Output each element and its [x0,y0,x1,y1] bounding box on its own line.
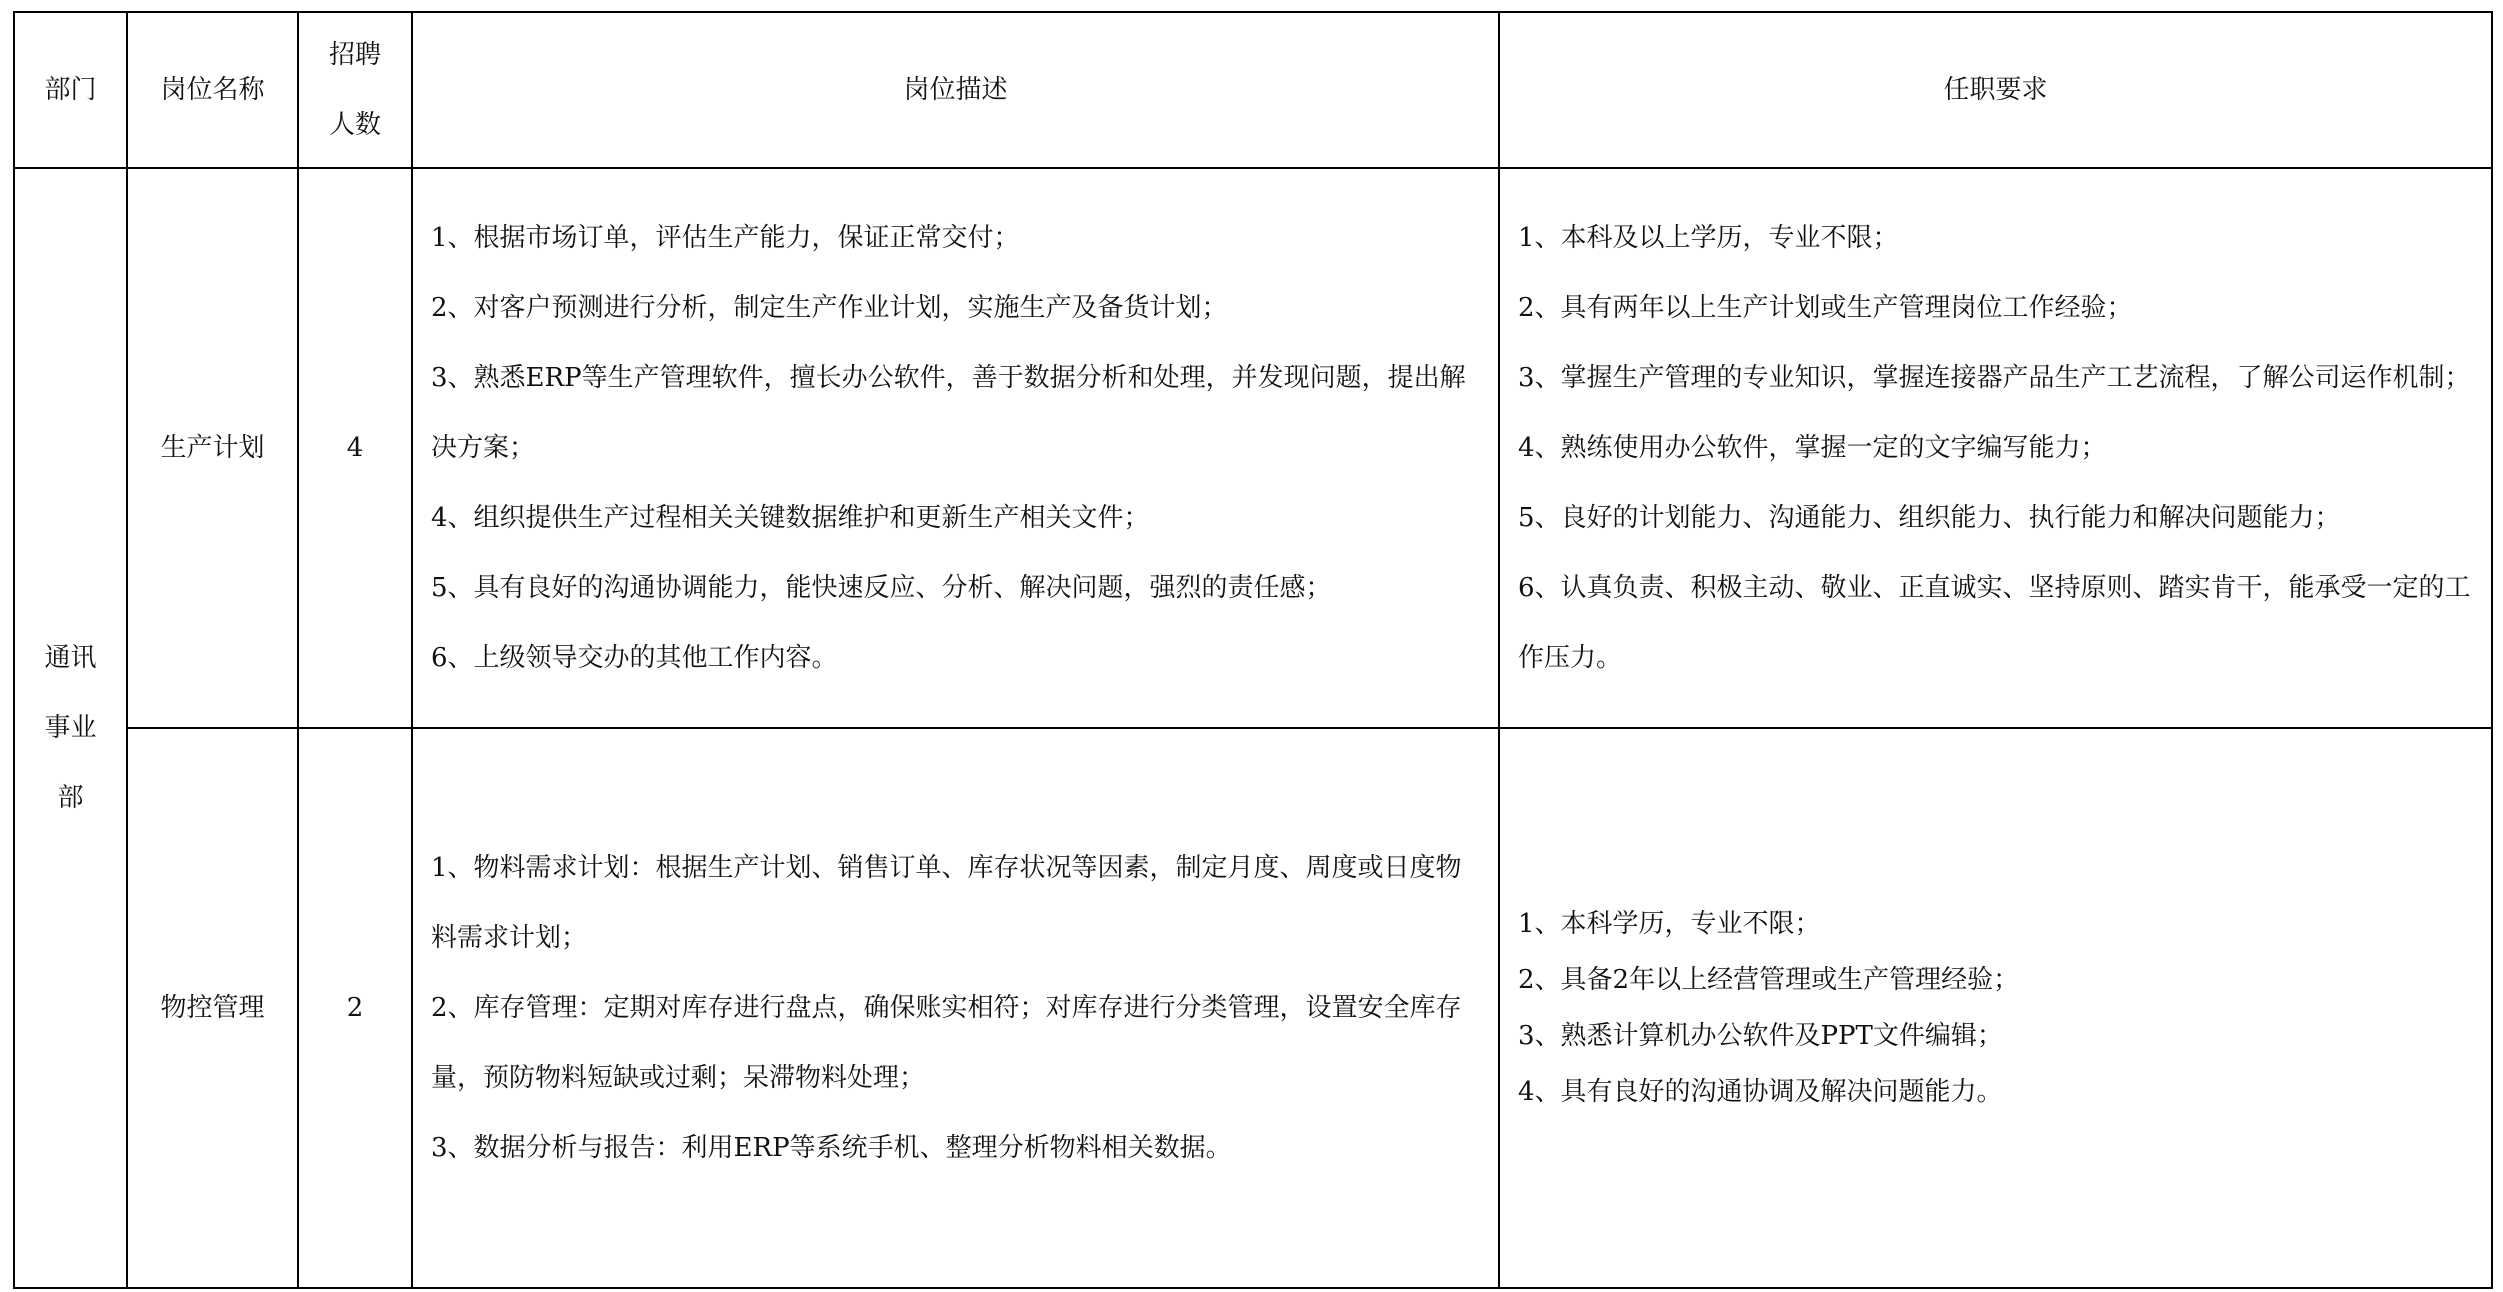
header-dept: 部门 [14,12,127,168]
requirement-line: 5、良好的计划能力、沟通能力、组织能力、执行能力和解决问题能力； [1518,503,2341,533]
header-position: 岗位名称 [127,12,298,168]
description-line: 3、熟悉ERP等生产管理软件，擅长办公软件，善于数据分析和处理，并发现问题，提出解决方案； [431,363,1466,463]
department-line: 部 [57,783,84,813]
requirement-line: 4、熟练使用办公软件，掌握一定的文字编写能力； [1518,433,2107,463]
requirement-line: 2、具有两年以上生产计划或生产管理岗位工作经验； [1518,293,2133,323]
requirement-line: 3、掌握生产管理的专业知识，掌握连接器产品生产工艺流程，了解公司运作机制； [1518,363,2471,393]
department-cell [14,168,127,1288]
requirement-line: 3、熟悉计算机办公软件及PPT文件编辑； [1518,1021,2003,1051]
header-description: 岗位描述 [412,12,1499,168]
hire-count: 2 [298,728,412,1288]
position-name: 物控管理 [127,728,298,1288]
table-row [14,168,2492,728]
description-line: 1、根据市场订单，评估生产能力，保证正常交付； [431,223,1020,253]
header-row [14,12,2492,168]
header-requirements: 任职要求 [1499,12,2492,168]
job-description [412,728,1499,1288]
header-count-line2: 人数 [328,110,381,140]
job-description [412,168,1499,728]
header-count-line1: 招聘 [328,40,381,70]
department-line: 通讯 [44,643,97,673]
department-line: 事业 [44,713,97,743]
table-row [14,728,2492,1288]
description-line: 2、库存管理：定期对库存进行盘点，确保账实相符；对库存进行分类管理，设置安全库存量，预防物料短缺或过剩；呆滞物料处理； [431,993,1462,1093]
requirement-line: 1、本科学历，专业不限； [1518,909,1821,939]
header-count [298,12,412,168]
job-table [13,11,2493,1289]
position-name: 生产计划 [127,168,298,728]
description-line: 5、具有良好的沟通协调能力，能快速反应、分析、解决问题，强烈的责任感； [431,573,1332,603]
description-line: 3、数据分析与报告：利用ERP等系统手机、整理分析物料相关数据。 [431,1133,1232,1163]
requirement-line: 4、具有良好的沟通协调及解决问题能力。 [1518,1077,2003,1107]
requirement-line: 6、认真负责、积极主动、敬业、正直诚实、坚持原则、踏实肯干，能承受一定的工作压力。 [1518,573,2471,673]
description-line: 1、物料需求计划：根据生产计划、销售订单、库存状况等因素，制定月度、周度或日度物料需求计划； [431,853,1462,953]
description-line: 4、组织提供生产过程相关关键数据维护和更新生产相关文件； [431,503,1150,533]
job-requirements [1499,168,2492,728]
description-line: 6、上级领导交办的其他工作内容。 [431,643,838,673]
hire-count: 4 [298,168,412,728]
job-requirements [1499,728,2492,1288]
requirement-line: 2、具备2年以上经营管理或生产管理经验； [1518,965,2020,995]
description-line: 2、对客户预测进行分析，制定生产作业计划，实施生产及备货计划； [431,293,1228,323]
job-table-container [13,11,2493,1289]
requirement-line: 1、本科及以上学历，专业不限； [1518,223,1899,253]
